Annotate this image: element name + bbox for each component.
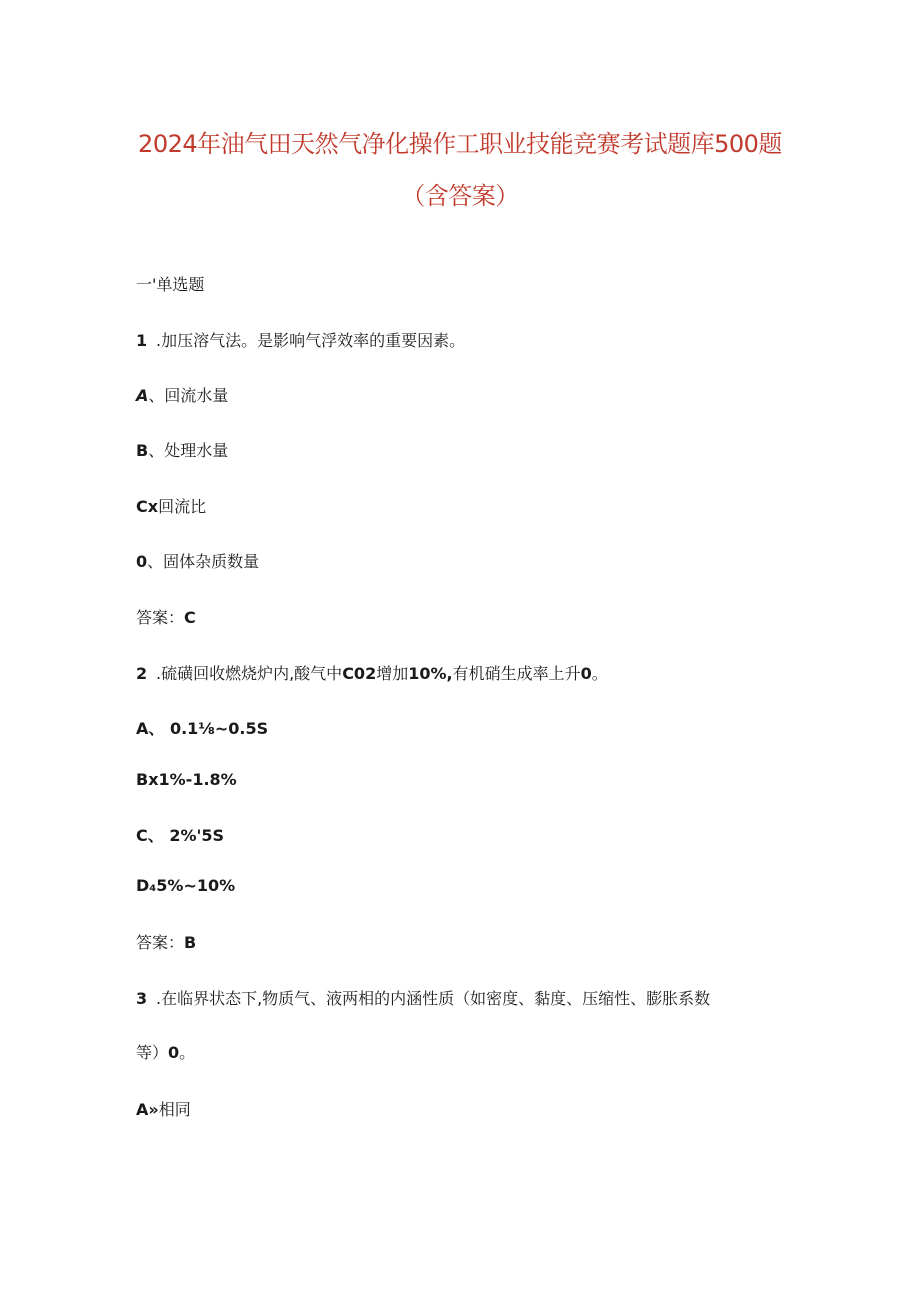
question-text-bold: 10%, (408, 664, 453, 683)
option-1d (136, 549, 259, 572)
option-1b (136, 438, 228, 461)
answer-value: B (184, 933, 197, 952)
question-3-cont (136, 1040, 195, 1063)
document-title-line2: （含答案） (401, 182, 519, 210)
option-3a (136, 1097, 191, 1120)
question-text: 等） (136, 1043, 169, 1062)
question-1 (136, 328, 465, 351)
option-2a: A、 0.1⅛~0.5S (136, 719, 269, 738)
question-text: 。 (179, 1043, 196, 1062)
answer-1 (136, 605, 196, 628)
question-number: 1 (136, 331, 148, 350)
option-2b: Bx1%-1.8% (136, 770, 237, 789)
option-text: 、处理水量 (148, 441, 229, 460)
question-text-bold: 0 (168, 1043, 180, 1062)
section-heading: 一'单选题 (136, 275, 205, 294)
option-2c: C、 2%'5S (136, 826, 225, 845)
question-text: .在临界状态下,物质气、液两相的内涵性质（如密度、黏度、压缩性、膨胀系数 (156, 989, 711, 1008)
option-mark: Cx (136, 497, 159, 516)
answer-2 (136, 930, 196, 953)
option-text: 相同 (158, 1100, 191, 1119)
question-text-bold: C02 (342, 664, 377, 683)
option-mark: B (136, 441, 149, 460)
document-title-line1: 2024年油气田天然气净化操作工职业技能竞赛考试题库500题 (138, 130, 782, 158)
option-1a (136, 383, 228, 406)
question-text: 增加 (376, 664, 409, 683)
answer-label: 答案： (136, 608, 185, 627)
answer-value: C (184, 608, 196, 627)
option-mark: 0 (136, 552, 148, 571)
option-1c (136, 494, 206, 517)
option-text: 、回流水量 (148, 386, 229, 405)
option-mark: A (136, 386, 149, 405)
option-text: 、固体杂质数量 (147, 552, 260, 571)
question-text-bold: 0 (580, 664, 592, 683)
answer-label: 答案： (136, 933, 185, 952)
option-text: 回流比 (158, 497, 207, 516)
question-number: 2 (136, 664, 148, 683)
question-text: 。 (591, 664, 608, 683)
question-2 (136, 661, 608, 684)
option-mark: A» (136, 1100, 159, 1119)
question-text: .硫磺回收燃烧炉内,酸气中 (156, 664, 343, 683)
question-3 (136, 986, 710, 1009)
question-text: 有机硝生成率上升 (452, 664, 581, 683)
option-2d: D₄5%~10% (136, 876, 236, 895)
question-number: 3 (136, 989, 148, 1008)
question-text: .加压溶气法。是影响气浮效率的重要因素。 (156, 331, 466, 350)
